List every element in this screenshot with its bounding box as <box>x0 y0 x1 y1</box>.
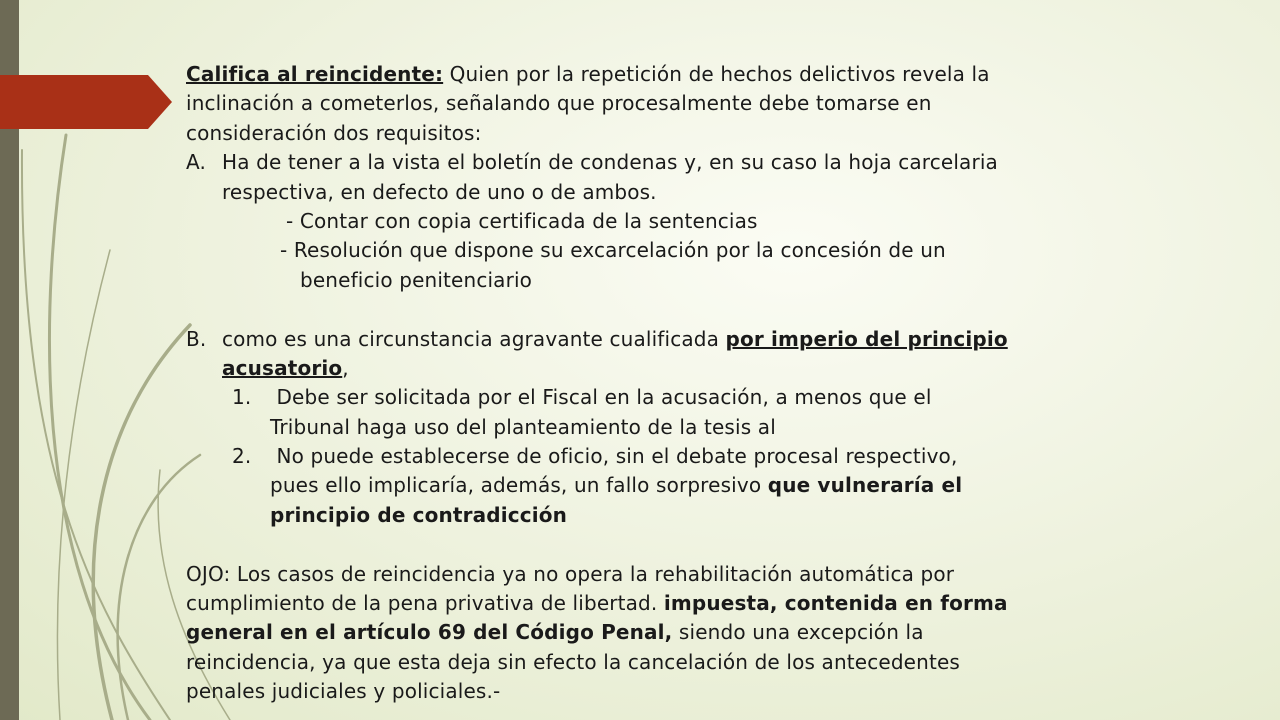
paragraph-line: consideración dos requisitos: <box>186 120 482 145</box>
numbered-item-2-cont: pues ello implicaría, además, un fallo sorpresivo que vulneraría el <box>270 473 963 498</box>
paragraph-line: Califica al reincidente: Quien por la repetición de hechos delictivos revela la <box>186 62 990 86</box>
ojo-line: OJO: Los casos de reincidencia ya no opera la rehabilitación automática por <box>186 561 955 586</box>
numbered-item-1: 1. Debe ser solicitada por el Fiscal en la acusación, a menos que el <box>232 385 932 410</box>
ojo-line: general en el artículo 69 del Código Penal, siendo una excepción la <box>186 620 924 645</box>
item-a-detail: - Resolución que dispone su excarcelación por la concesión de un <box>280 238 946 263</box>
red-arrow-tab <box>0 75 172 129</box>
spacer <box>186 295 1266 324</box>
item-b-line: acusatorio, <box>222 355 349 380</box>
spacer <box>186 530 1266 559</box>
item-b-label: B. <box>186 326 207 351</box>
item-a-label: A. <box>186 150 206 175</box>
numbered-item-2: 2. No puede establecerse de oficio, sin el debate procesal respectivo, <box>232 444 958 469</box>
item-a-line: A. Ha de tener a la vista el boletín de condenas y, en su caso la hoja carcelaria <box>186 148 1266 177</box>
ojo-line: penales judiciales y policiales.- <box>186 679 501 704</box>
ojo-line: reincidencia, ya que esta deja sin efecto la cancelación de los antecedentes <box>186 649 960 674</box>
slide-body-text <box>186 60 1266 707</box>
ojo-line: cumplimiento de la pena privativa de libertad. impuesta, contenida en forma <box>186 591 1008 616</box>
numbered-item-2-cont: principio de contradicción <box>270 502 568 527</box>
paragraph-line: inclinación a cometerlos, señalando que procesalmente debe tomarse en <box>186 91 932 116</box>
numbered-item-1-cont: Tribunal haga uso del planteamiento de la tesis al <box>270 414 776 439</box>
item-a-line: respectiva, en defecto de uno o de ambos. <box>222 179 657 204</box>
item-a-detail: - Contar con copia certificada de la sentencias <box>286 208 758 233</box>
item-b-line: B. como es una circunstancia agravante cualificada por imperio del principio <box>186 325 1266 354</box>
item-a-detail: beneficio penitenciario <box>300 267 533 292</box>
heading-califica: Califica al reincidente: <box>186 62 444 86</box>
